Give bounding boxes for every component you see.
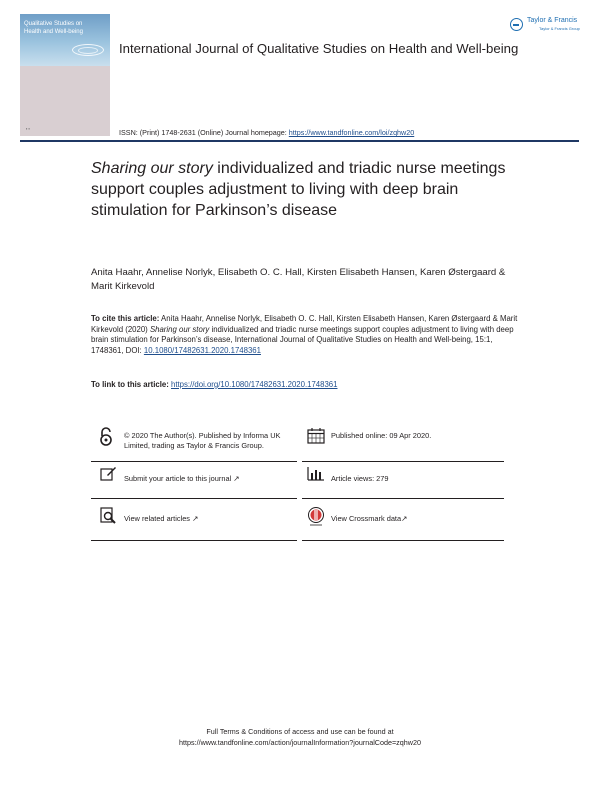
logo-line2: Taylor & Francis Group [539, 26, 580, 31]
article-doi-link[interactable]: https://doi.org/10.1080/17482631.2020.1748361 [171, 380, 338, 389]
cover-title: Qualitative Studies on Health and Well-being [24, 21, 83, 35]
citation-text-after: individualized and triadic nurse meetings support couples adjustment to living with deep brain stimulation for Parkinson’s disease, International Journal of Qualitative Studies on Health and Well-being, 15:1, 1748361, DOI: [91, 324, 514, 355]
view-crossmark-link[interactable] [331, 514, 511, 524]
related-articles-icon [100, 507, 116, 524]
authors: Anita Haahr, Annelise Norlyk, Elisabeth O. C. Hall, Kirsten Elisabeth Hansen, Karen Østergaard & Marit Kirkevold [91, 267, 506, 292]
published-date: Published online: 09 Apr 2020. [331, 431, 432, 440]
logo-line1: Taylor & Francis [527, 17, 578, 24]
citation-italic: Sharing our story [149, 324, 210, 334]
citation-block [91, 314, 521, 356]
header-divider [20, 140, 579, 142]
taylor-francis-logo[interactable] [510, 16, 586, 36]
submit-article-link[interactable] [124, 474, 304, 484]
article-views: Article views: 279 [331, 474, 389, 483]
open-access-icon [99, 427, 113, 447]
article-title-rest: individualized and triadic nurse meetings support couples adjustment to living with deep brain stimulation for Parkinson’s disease [91, 160, 506, 219]
publisher-logo-icon [510, 18, 523, 31]
article-title [91, 158, 511, 221]
citation-label: To cite this article: [91, 314, 160, 323]
crossmark-label: View Crossmark data [331, 514, 402, 523]
edit-icon [100, 466, 117, 481]
external-link-icon: ↗ [192, 514, 199, 523]
info-divider [91, 498, 297, 499]
info-divider [302, 498, 504, 499]
footer [0, 726, 600, 748]
journal-homepage-link[interactable]: https://www.tandfonline.com/loi/zqhw20 [288, 128, 415, 137]
footer-terms-text: Full Terms & Conditions of access and use can be found at [206, 727, 394, 736]
view-related-articles-link[interactable] [124, 514, 304, 524]
related-articles-label: View related articles [124, 514, 190, 523]
calendar-icon [307, 427, 325, 444]
info-divider [302, 461, 504, 462]
info-divider [91, 540, 297, 541]
citation-doi-link[interactable]: 10.1080/17482631.2020.1748361 [143, 345, 261, 355]
journal-title: International Journal of Qualitative Studies on Health and Well-being [119, 41, 519, 56]
bar-chart-icon [307, 467, 325, 481]
issn-line [119, 128, 589, 137]
cover-ripple-inner [78, 47, 98, 54]
citation-text-before: Anita Haahr, Annelise Norlyk, Elisabeth O. C. Hall, Kirsten Elisabeth Hansen, Karen Østergaard & Marit Kirkevold (2020) [91, 314, 518, 334]
journal-cover-thumbnail[interactable] [20, 14, 110, 136]
info-divider [91, 461, 297, 462]
external-link-icon: ↗ [401, 514, 408, 523]
submit-article-label: Submit your article to this journal [124, 474, 232, 483]
article-title-italic: Sharing our story [91, 160, 213, 177]
info-divider [302, 540, 504, 541]
crossmark-icon [307, 507, 325, 527]
article-link-line [91, 380, 521, 389]
article-link-label: To link to this article: [91, 380, 171, 389]
issn-text: ISSN: (Print) 1748-2631 (Online) Journal homepage: [119, 128, 289, 137]
external-link-icon: ↗ [233, 474, 240, 483]
license-text: © 2020 The Author(s). Published by Informa UK Limited, trading as Taylor & Francis Group. [124, 431, 281, 450]
cover-publisher-logo: ▪ ▪ [26, 126, 30, 131]
footer-terms-link[interactable]: https://www.tandfonline.com/action/journalInformation?journalCode=zqhw20 [179, 738, 421, 747]
